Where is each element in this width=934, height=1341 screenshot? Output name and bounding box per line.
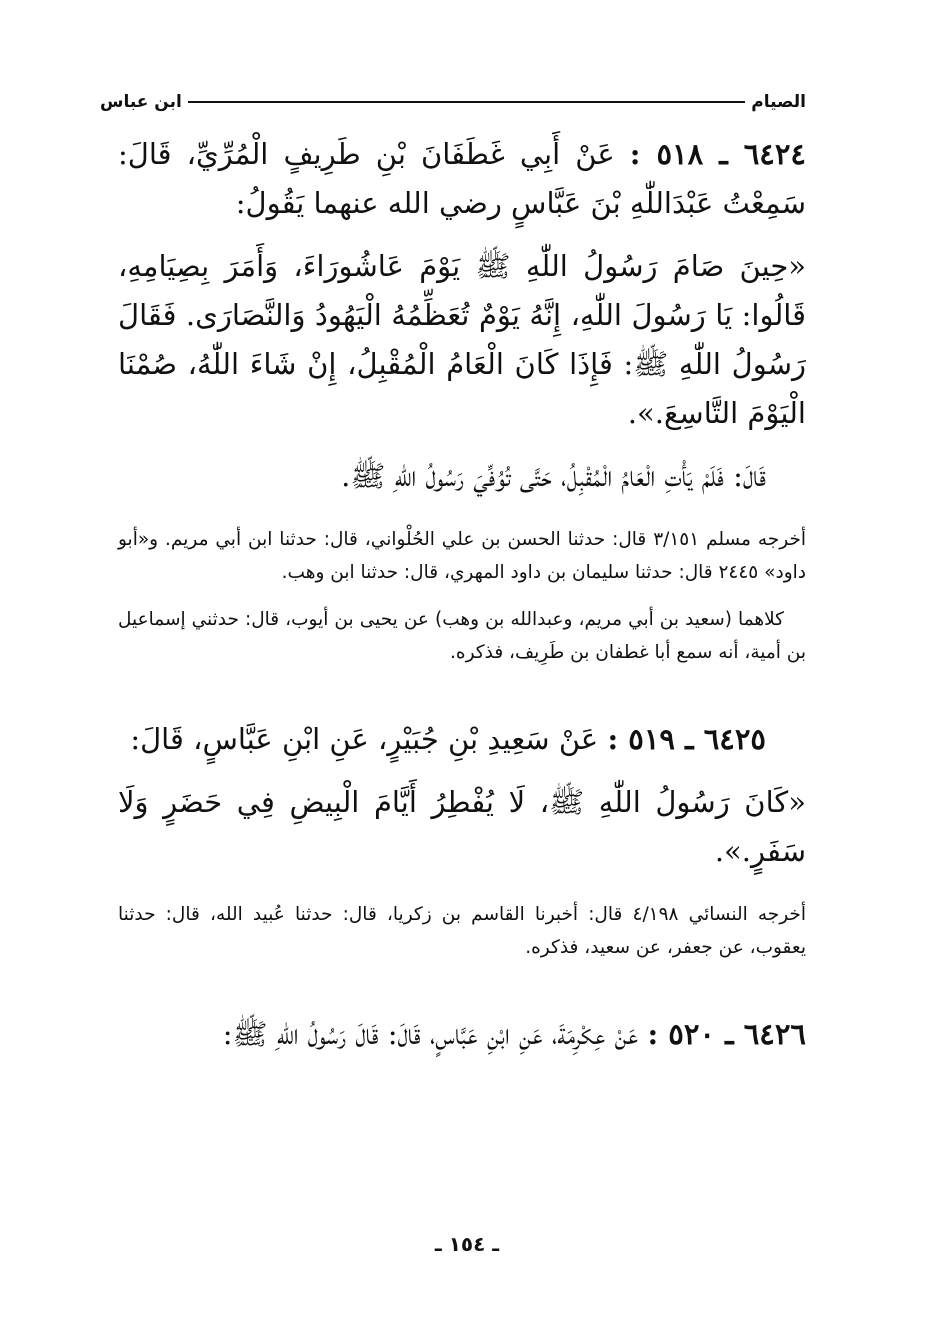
hadith-matn: «حِينَ صَامَ رَسُولُ اللّٰهِ ﷺ يَوْمَ عَاشُورَاءَ، وَأَمَرَ بِصِيَامِهِ، قَالُوا: يَا رَسُولَ اللّٰهِ، إِنَّهُ يَوْمٌ تُعَظِّمُهُ الْيَهُودُ وَالنَّصَارَى. فَقَالَ رَسُولُ اللّٰهِ ﷺ: فَإِذَا كَانَ الْعَامُ الْمُقْبِلُ، إِنْ شَاءَ اللّٰهُ، صُمْنَا الْيَوْمَ التَّاسِعَ.». [118, 249, 806, 430]
takhrij-paragraph: أخرجه مسلم ٣/١٥١ قال: حدثنا الحسن بن علي الحُلْواني، قال: حدثنا ابن أبي مريم. و«أبو داود» ٢٤٤٥ قال: حدثنا سليمان بن داود المهري، قال: حدثنا ابن وهب. [118, 529, 806, 583]
hadith-isnad [118, 1010, 806, 1059]
section-title: ابن عباس [100, 92, 182, 112]
running-header [100, 72, 806, 112]
hadith-chain: عَنْ سَعِيدِ بْنِ جُبَيْرٍ، عَنِ ابْنِ عَبَّاسٍ، قَالَ: [130, 722, 599, 756]
takhrij-paragraph: أخرجه النسائي ٤/١٩٨ قال: أخبرنا القاسم بن زكريا، قال: حدثنا عُبيد الله، قال: حدثنا يعقوب، عن جعفر، عن سعيد، فذكره. [118, 904, 807, 958]
page-content [118, 130, 806, 1059]
hadith-matn: «كَانَ رَسُولُ اللّٰهِ ﷺ، لَا يُفْطِرُ أَيَّامَ الْبِيضِ فِي حَضَرٍ وَلَا سَفَرٍ.». [118, 785, 806, 868]
header-rule [188, 101, 745, 103]
chapter-title: الصيام [751, 92, 806, 112]
hadith-matn: قَالَ: فَلَمْ يَأْتِ الْعَامُ الْمُقْبِلُ، حَتَّى تُوُفِّيَ رَسُولُ اللّٰهِ ﷺ. [341, 459, 766, 493]
hadith-isnad [118, 715, 806, 764]
hadith-number: ٦٤٢٥ ـ ٥١٩ : [607, 722, 766, 756]
hadith-chain: عَنْ أَبِي غَطَفَانَ بْنِ طَرِيفٍ الْمُرِّيِّ، قَالَ: سَمِعْتُ عَبْدَاللّٰهِ بْنَ عَبَّاسٍ رضي الله عنهما يَقُولُ: [118, 137, 806, 220]
page-number: ـ ١٥٤ ـ [434, 1232, 500, 1256]
hadith-isnad [118, 130, 806, 228]
hadith-number: ٦٤٢٤ ـ ٥١٨ : [629, 137, 806, 171]
hadith-number: ٦٤٢٦ ـ ٥٢٠ : [647, 1017, 806, 1051]
hadith-chain: عَنْ عِكْرِمَةَ، عَنِ ابْنِ عَبَّاسٍ، قَالَ: قَالَ رَسُولُ اللّٰهِ ﷺ: [222, 1017, 639, 1051]
takhrij-paragraph: كلاهما (سعيد بن أبي مريم، وعبدالله بن وهب) عن يحيى بن أيوب، قال: حدثني إسماعيل بن أمية، أنه سمع أبا غطفان بن طَرِيف، فذكره. [118, 609, 806, 663]
